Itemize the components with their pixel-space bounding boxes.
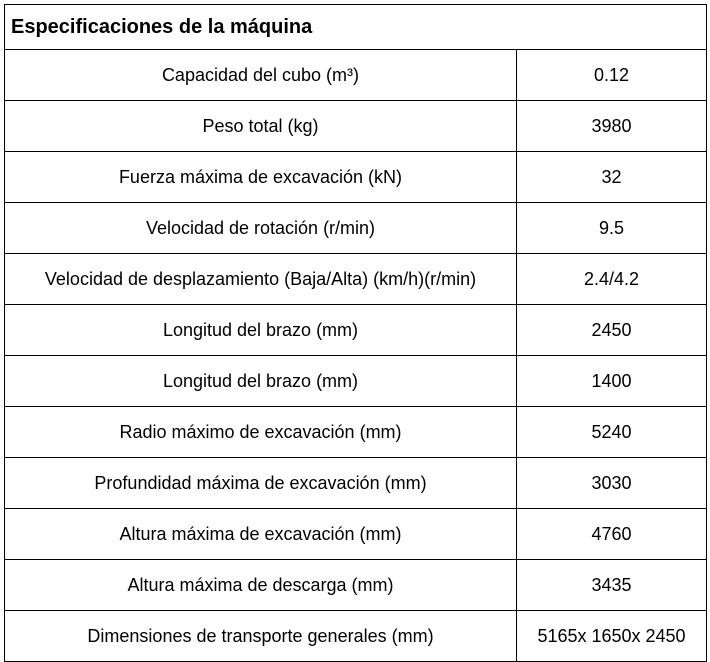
table-row xyxy=(5,611,707,662)
spec-value: 5240 xyxy=(517,407,707,458)
spec-label: Radio máximo de excavación (mm) xyxy=(5,407,517,458)
spec-label: Dimensiones de transporte generales (mm) xyxy=(5,611,517,662)
table-row xyxy=(5,203,707,254)
spec-label: Altura máxima de descarga (mm) xyxy=(5,560,517,611)
table-title: Especificaciones de la máquina xyxy=(5,5,707,50)
spec-value: 9.5 xyxy=(517,203,707,254)
spec-value: 32 xyxy=(517,152,707,203)
spec-value: 4760 xyxy=(517,509,707,560)
spec-value: 5165x 1650x 2450 xyxy=(517,611,707,662)
spec-value: 0.12 xyxy=(517,50,707,101)
specifications-table xyxy=(4,4,707,662)
table-title-row xyxy=(5,5,707,50)
table-row xyxy=(5,152,707,203)
table-row xyxy=(5,356,707,407)
spec-value: 3435 xyxy=(517,560,707,611)
spec-label: Peso total (kg) xyxy=(5,101,517,152)
spec-value: 2.4/4.2 xyxy=(517,254,707,305)
spec-value: 2450 xyxy=(517,305,707,356)
table-row xyxy=(5,509,707,560)
spec-label: Profundidad máxima de excavación (mm) xyxy=(5,458,517,509)
spec-label: Longitud del brazo (mm) xyxy=(5,356,517,407)
table-row xyxy=(5,101,707,152)
spec-value: 3980 xyxy=(517,101,707,152)
spec-label: Velocidad de desplazamiento (Baja/Alta) (km/h)(r/min) xyxy=(5,254,517,305)
table-row xyxy=(5,458,707,509)
spec-label: Capacidad del cubo (m³) xyxy=(5,50,517,101)
spec-label: Longitud del brazo (mm) xyxy=(5,305,517,356)
table-row xyxy=(5,50,707,101)
spec-label: Fuerza máxima de excavación (kN) xyxy=(5,152,517,203)
table-row xyxy=(5,305,707,356)
spec-label: Altura máxima de excavación (mm) xyxy=(5,509,517,560)
table-row xyxy=(5,254,707,305)
spec-value: 3030 xyxy=(517,458,707,509)
table-row xyxy=(5,407,707,458)
spec-value: 1400 xyxy=(517,356,707,407)
spec-label: Velocidad de rotación (r/min) xyxy=(5,203,517,254)
table-row xyxy=(5,560,707,611)
